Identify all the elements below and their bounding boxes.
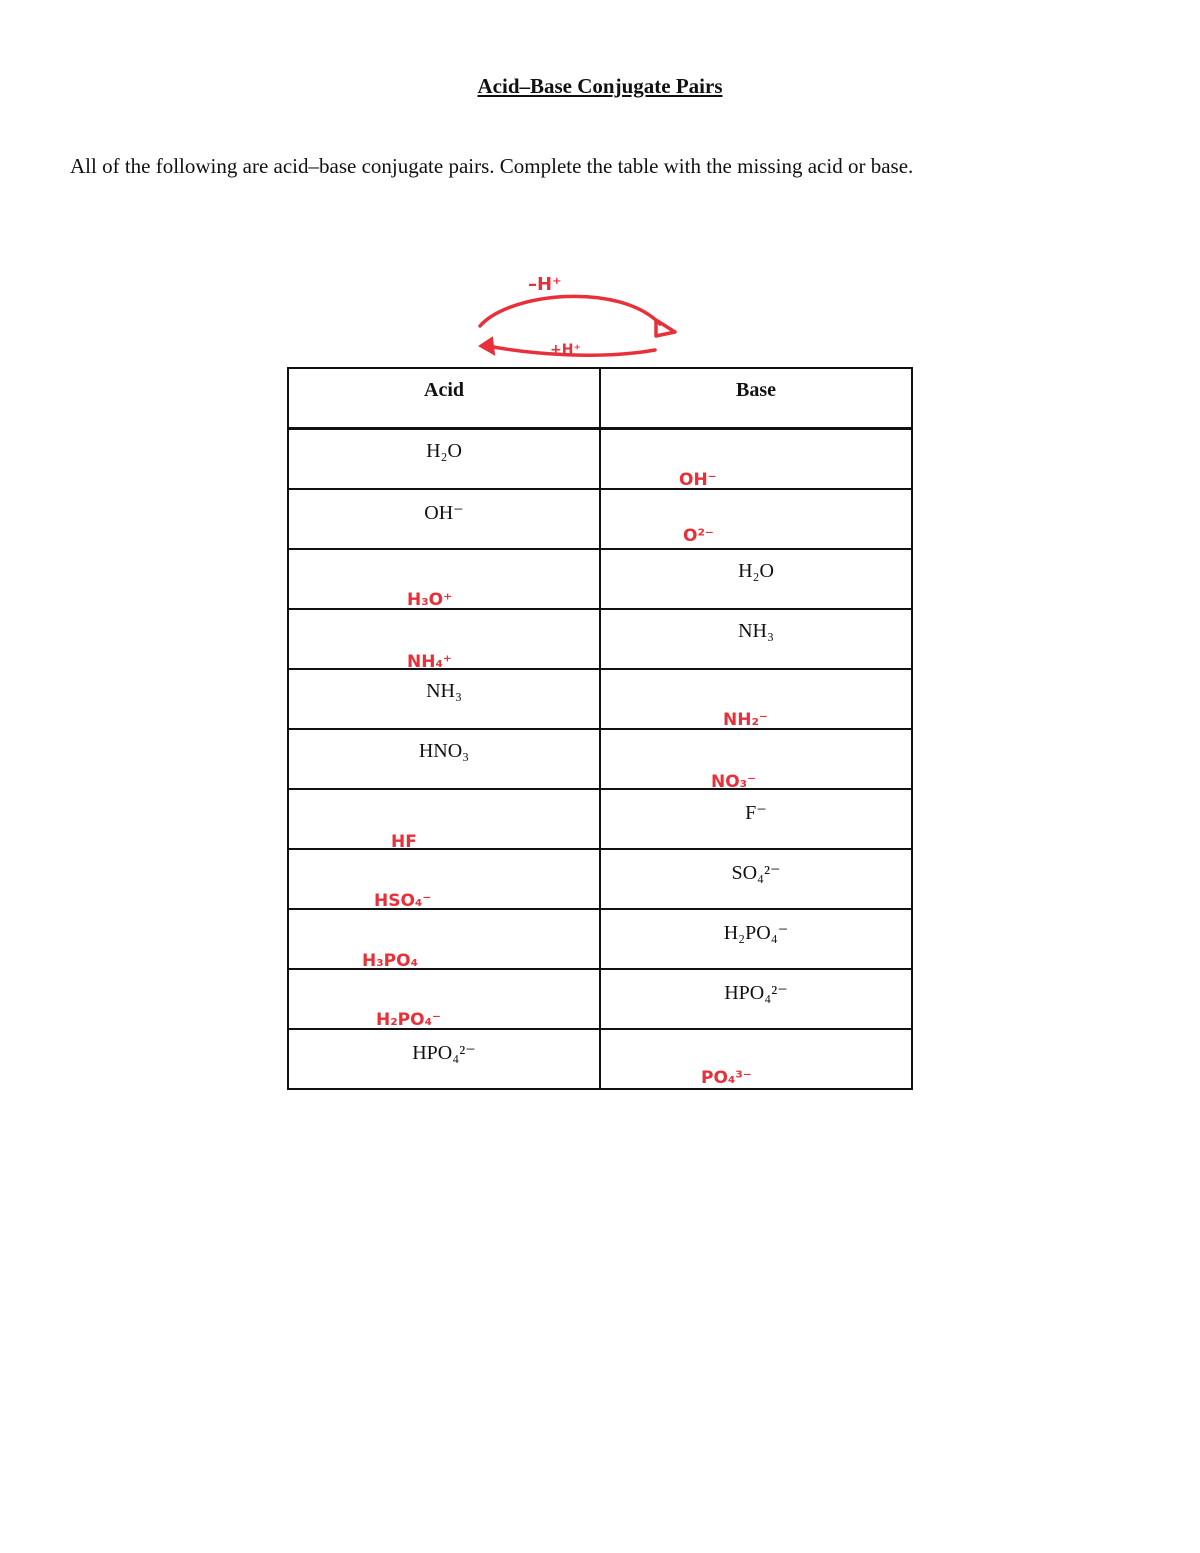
table-row xyxy=(288,789,912,849)
instructions: All of the following are acid–base conjugate pairs. Complete the table with the missing acid or base. xyxy=(70,154,914,178)
base-cell[interactable] xyxy=(600,849,912,909)
acid-cell[interactable] xyxy=(288,428,600,489)
given-acid xyxy=(289,910,599,920)
table-row xyxy=(288,909,912,969)
handwritten-answer: H₂PO₄⁻ xyxy=(376,1009,442,1030)
given-base: F⁻ xyxy=(745,801,767,824)
handwritten-answer: O²⁻ xyxy=(683,525,714,546)
given-base xyxy=(601,1030,911,1040)
handwritten-answer: PO₄³⁻ xyxy=(701,1067,752,1088)
handwritten-answer: NO₃⁻ xyxy=(711,771,757,792)
proton-transfer-arrows xyxy=(470,262,690,372)
handwritten-answer: H₃O⁺ xyxy=(407,589,453,610)
given-base xyxy=(601,670,911,680)
base-cell[interactable] xyxy=(600,729,912,792)
table-row xyxy=(288,669,912,729)
given-base: SO₄²⁻ xyxy=(731,861,781,884)
given-acid xyxy=(289,610,599,620)
conjugate-pairs-table xyxy=(287,367,913,1090)
acid-column-header: Acid xyxy=(288,368,600,428)
table-row xyxy=(288,969,912,1029)
handwritten-answer: HSO₄⁻ xyxy=(374,890,432,911)
gain-proton-arrowhead xyxy=(480,338,494,354)
given-acid: HPO₄²⁻ xyxy=(412,1041,476,1064)
given-base: NH₃ xyxy=(738,619,774,642)
acid-cell[interactable] xyxy=(288,849,600,909)
base-cell[interactable] xyxy=(600,549,912,609)
given-acid xyxy=(289,790,599,800)
given-base: H₂PO₄⁻ xyxy=(723,921,789,944)
given-base xyxy=(601,430,911,440)
base-cell[interactable] xyxy=(600,669,912,729)
given-base xyxy=(601,490,911,500)
table-row xyxy=(288,849,912,909)
given-base: H₂O xyxy=(738,559,774,582)
given-acid: NH₃ xyxy=(426,679,462,702)
given-base: HPO₄²⁻ xyxy=(724,981,788,1004)
handwritten-answer: OH⁻ xyxy=(679,469,717,490)
acid-cell[interactable] xyxy=(288,1029,600,1089)
given-base xyxy=(601,730,911,740)
gain-proton-label: +H⁺ xyxy=(550,342,581,358)
page-title: Acid–Base Conjugate Pairs xyxy=(477,74,723,98)
acid-cell[interactable] xyxy=(288,729,600,789)
base-cell[interactable] xyxy=(600,489,912,549)
acid-cell[interactable] xyxy=(288,909,600,969)
given-acid xyxy=(289,550,599,560)
handwritten-answer: HF xyxy=(391,831,417,852)
given-acid: OH⁻ xyxy=(424,501,464,524)
lose-proton-arrowhead xyxy=(656,320,675,336)
acid-cell[interactable] xyxy=(288,609,600,672)
table-row xyxy=(288,1029,912,1089)
given-acid xyxy=(289,970,599,980)
acid-cell[interactable] xyxy=(288,549,600,609)
table-body xyxy=(288,428,912,1089)
lose-proton-arrow xyxy=(480,296,660,326)
acid-cell[interactable] xyxy=(288,969,600,1029)
given-acid: HNO₃ xyxy=(418,739,470,762)
base-cell[interactable] xyxy=(600,1029,912,1089)
base-cell[interactable] xyxy=(600,789,912,849)
handwritten-answer: NH₂⁻ xyxy=(723,709,768,730)
table-row xyxy=(288,549,912,609)
base-cell[interactable] xyxy=(600,428,912,489)
handwritten-answer: NH₄⁺ xyxy=(407,651,452,672)
table-header-row xyxy=(288,368,912,428)
base-cell[interactable] xyxy=(600,969,912,1029)
table-row xyxy=(288,609,912,669)
base-cell[interactable] xyxy=(600,909,912,969)
table-row xyxy=(288,729,912,789)
table-row xyxy=(288,428,912,489)
acid-cell[interactable] xyxy=(288,789,600,852)
given-acid xyxy=(289,850,599,860)
acid-cell[interactable] xyxy=(288,489,600,549)
lose-proton-label: –H⁺ xyxy=(528,274,562,295)
table-row xyxy=(288,489,912,549)
given-acid: H₂O xyxy=(426,439,462,462)
base-column-header: Base xyxy=(600,368,912,428)
base-cell[interactable] xyxy=(600,609,912,669)
handwritten-answer: H₃PO₄ xyxy=(362,950,419,971)
acid-cell[interactable] xyxy=(288,669,600,729)
